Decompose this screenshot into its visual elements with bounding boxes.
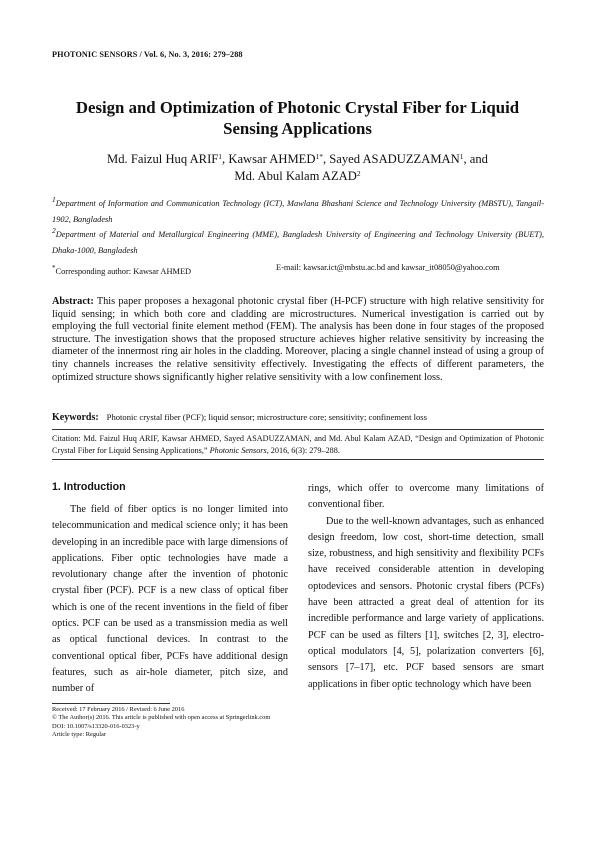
intro-paragraph-1-cont: rings, which offer to overcome many limitations of conventional fiber.: [308, 483, 544, 511]
corresponding-email: E-mail: kawsar.ict@mbstu.ac.bd and kawsar_it08050@yahoo.com: [276, 263, 500, 272]
citation-journal: Photonic Sensors: [209, 446, 267, 455]
authors-line-1: [40, 151, 555, 168]
author-1: Md. Faizul Huq ARIF: [107, 152, 219, 166]
author-4-affil: 2: [356, 169, 361, 178]
left-column: [52, 502, 288, 698]
affiliation-2-text: Department of Material and Metallurgical Engineering (MME), Bangladesh University of Engineering and Technology University (BUET), Dhaka-1000, Bangladesh: [52, 230, 544, 255]
running-head: PHOTONIC SENSORS / Vol. 6, No. 3, 2016: 279‒288: [52, 50, 243, 59]
author-sep: , and: [463, 152, 488, 166]
footnote-license: © The Author(s) 2016. This article is published with open access at Springerlink.com: [52, 714, 271, 722]
keywords-label: Keywords:: [52, 412, 99, 423]
author-list: [40, 151, 555, 185]
affiliation-1-sup: 1: [52, 195, 56, 204]
footnote: [52, 706, 270, 740]
corresponding-label: Corresponding author: Kawsar AHMED: [55, 266, 192, 276]
citation-rule-bottom: [52, 459, 544, 460]
intro-paragraph-2: Due to the well-known advantages, such as enhanced design freedom, low cost, short-time detection, small size, robustness, and high sensitivity and flexibility PCFs have received considerable attention in developing optodevices and sensors. Photonic crystal fibers (PCFs) have been attracted a great deal of attention for its incredible performance and large variety of applications. PCF can be used as filters [1], switches [2, 3], electro-optical modulators [4, 5], polarization converters [6], sensors [7‒17], etc. PCF based sensors are smart applications in fiber optic technology which have been: [308, 515, 544, 690]
footnote-article-type: Article type: Regular: [52, 731, 106, 739]
affiliation-2-sup: 2: [52, 226, 56, 235]
author-3: , Sayed ASADUZZAMAN: [322, 152, 460, 166]
abstract-label: Abstract:: [52, 296, 94, 307]
keywords-text: Photonic crystal fiber (PCF); liquid sensor; microstructure core; sensitivity; confinement loss: [106, 412, 427, 422]
footnote-rule: [52, 703, 170, 704]
author-3-affil: 1: [459, 152, 464, 161]
abstract-text: This paper proposes a hexagonal photonic crystal fiber (H-PCF) structure with high relative sensitivity for liquid sensing; in which both core and cladding are microstructures. Numerical investigation is carried out by employing the full vectorial finite element method (FEM). The analysis has been done in four stages of the proposed structure. The investigation shows that the proposed structure achieves higher relative sensitivity by increasing the diameter of the innermost ring air holes in the cladding. Moreover, placing a single channel instead of using a group of tiny channels increases the relative sensitivity effectively. Investigating the effects of different parameters, the optimized structure shows significantly higher relative sensitivity with a low confinement loss.: [52, 296, 544, 383]
affiliation-1-text: Department of Information and Communication Technology (ICT), Mawlana Bhashani Science and Technology University (MBSTU), Tangail-1902, Bangladesh: [52, 199, 544, 224]
footnote-received: Received: 17 February 2016 / Revised: 6 June 2016: [52, 706, 185, 713]
citation-prefix: Citation: Md. Faizul Huq ARIF, Kawsar AHMED, Sayed ASADUZZAMAN, and Md. Abul Kalam AZAD, “Design and Optimization of Photonic Crystal Fiber for Liquid Sensing Applications,”: [52, 434, 544, 455]
keywords: [52, 411, 552, 424]
abstract: [52, 296, 544, 384]
corresponding-author: [52, 262, 544, 278]
author-1-affil: 1: [218, 152, 223, 161]
right-column: [308, 481, 544, 693]
intro-paragraph-1: The field of fiber optics is no longer limited into telecommunication and medical science only; it has been developing in an incredible pace with large dimensions of applications. Fiber optic technologies have made a revolutionary change after the invention of photonic crystal fiber (PCF). PCF is a new class of optical fiber which is one of the recent inventions in the field of fiber optics. PCF can be used as a transmission media as well as optical functional devices. In contrast to the conventional optical fiber, PCFs have additional design features, such as air-hole diameter, pitch size, and number of: [52, 504, 288, 695]
citation-rule-top: [52, 429, 544, 430]
author-4: Md. Abul Kalam AZAD: [234, 169, 357, 183]
affiliation-2: [52, 227, 544, 258]
citation: [52, 433, 544, 457]
author-2: , Kawsar AHMED: [222, 152, 316, 166]
paper-title: [40, 97, 555, 139]
affiliation-1: [52, 196, 544, 227]
citation-suffix: , 2016, 6(3): 279‒288.: [266, 446, 340, 455]
corresponding-sup: *: [52, 264, 56, 272]
footnote-doi: DOI: 10.1007/s13320-016-0323-y: [52, 722, 140, 730]
section-heading: 1. Introduction: [52, 481, 126, 493]
authors-line-2: [40, 168, 555, 185]
author-2-affil: 1*: [315, 152, 323, 161]
title-line-2: Sensing Applications: [223, 119, 372, 138]
title-line-1: Design and Optimization of Photonic Crystal Fiber for Liquid: [75, 98, 520, 117]
